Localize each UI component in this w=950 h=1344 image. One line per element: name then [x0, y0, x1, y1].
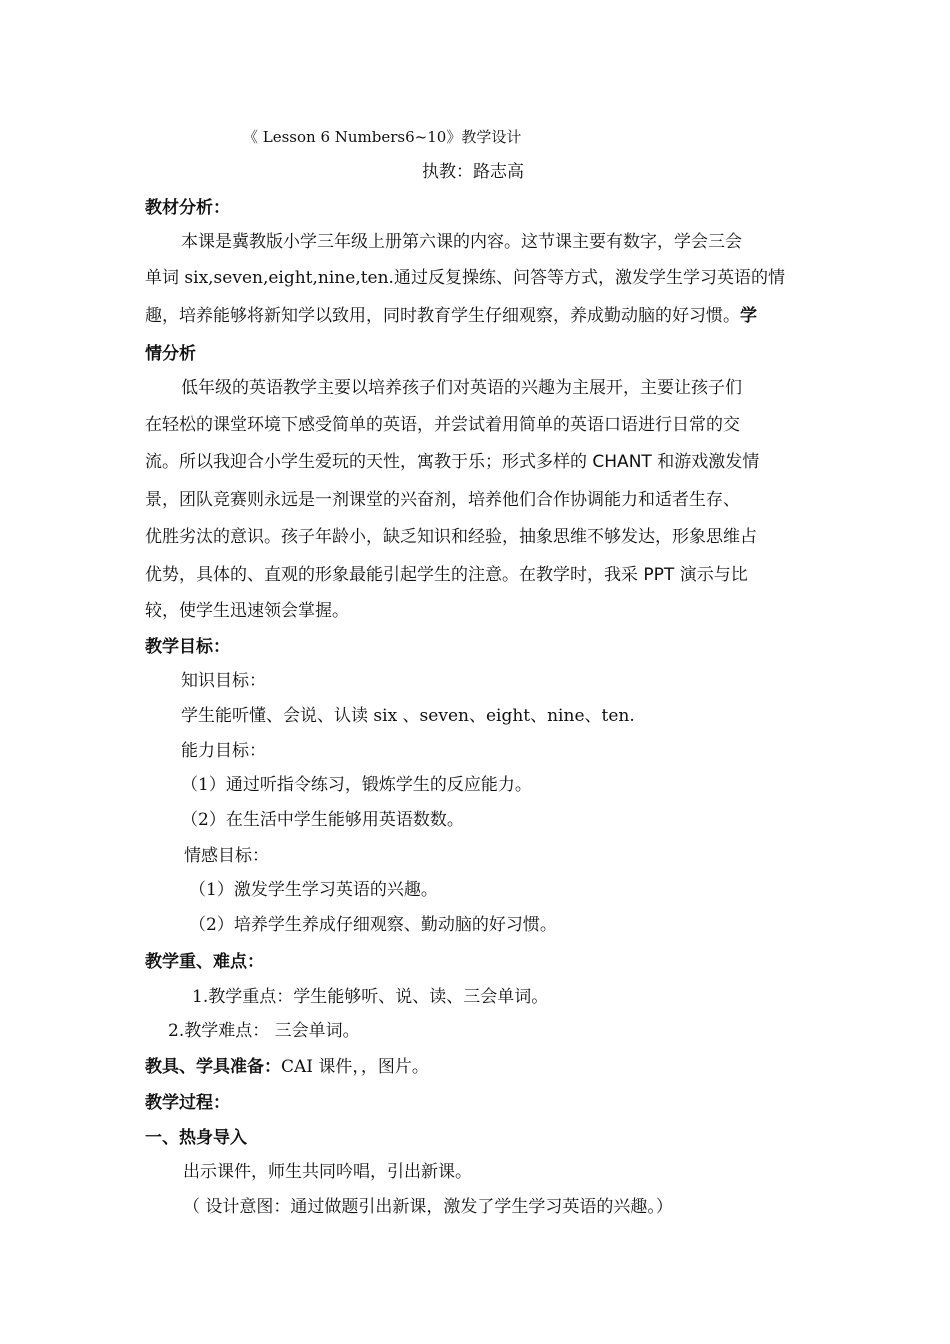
paragraph-text: 趣，培养能够将新知学以致用，同时教育学生仔细观察，养成勤动脑的好习惯。	[145, 306, 740, 326]
paragraph-text: 和游戏激发情	[651, 452, 760, 472]
paragraph-line: 本课是冀教版小学三年级上册第六课的内容。这节课主要有数字，学会三会	[181, 232, 742, 252]
document-title: 《 Lesson 6 Numbers6~10》教学设计	[243, 128, 522, 146]
paragraph-line	[145, 565, 748, 585]
section-heading-materials: 教具、学具准备：	[145, 1057, 281, 1077]
ppt-term: PPT	[643, 565, 675, 585]
goal-item: （1）激发学生学习英语的兴趣。	[189, 880, 438, 900]
paragraph-line: 低年级的英语教学主要以培养孩子们对英语的兴趣为主展开，主要让孩子们	[181, 378, 742, 398]
goal-item: （2）在生活中学生能够用英语数数。	[181, 810, 464, 830]
goal-label-knowledge: 知识目标：	[181, 671, 266, 691]
goal-item: （2）培养学生养成仔细观察、勤动脑的好习惯。	[189, 915, 557, 935]
paragraph-line	[145, 306, 757, 326]
section-heading-student-analysis-part1: 学	[740, 306, 757, 326]
chant-term: CHANT	[592, 452, 652, 472]
paragraph-line: 较，使学生迅速领会掌握。	[145, 601, 349, 621]
paragraph-line: 优胜劣汰的意识。孩子年龄小，缺乏知识和经验，抽象思维不够发达，形象思维占	[145, 527, 757, 547]
paragraph-text: 流。所以我迎合小学生爱玩的天性，寓教于乐；形式多样的	[145, 452, 593, 472]
section-heading-teaching-goals: 教学目标：	[145, 637, 230, 657]
goal-text-knowledge: 学生能听懂、会说、认读 six 、seven、eight、nine、ten.	[181, 706, 635, 726]
paragraph-text: 优势，具体的、直观的形象最能引起学生的注意。在教学时，我采	[145, 565, 644, 585]
section-heading-material-analysis: 教材分析：	[145, 198, 230, 218]
section-heading-student-analysis-part2: 情分析	[145, 344, 196, 364]
design-intent-text: （ 设计意图：通过做题引出新课，激发了学生学习英语的兴趣。）	[183, 1197, 673, 1217]
paragraph-line: 景，团队竞赛则永远是一剂课堂的兴奋剂，培养他们合作协调能力和适者生存、	[145, 490, 740, 510]
goal-label-ability: 能力目标：	[181, 741, 266, 761]
paragraph-line	[145, 452, 759, 472]
paragraph-line: 单词 six,seven,eight,nine,ten.通过反复操练、问答等方式，激发学生学习英语的情	[145, 268, 785, 288]
goal-item: （1）通过听指令练习，锻炼学生的反应能力。	[181, 775, 532, 795]
key-point-item: 1.教学重点：学生能够听、说、读、三会单词。	[192, 987, 549, 1007]
paragraph-line: 在轻松的课堂环境下感受简单的英语，并尝试着用简单的英语口语进行日常的交	[145, 415, 740, 435]
process-text: 出示课件，师生共同吟唱，引出新课。	[183, 1162, 472, 1182]
subsection-heading-warmup: 一、热身导入	[145, 1128, 247, 1148]
author-line: 执教：路志高	[422, 162, 524, 182]
section-heading-key-points: 教学重、难点：	[145, 952, 264, 972]
section-heading-teaching-process: 教学过程：	[145, 1093, 230, 1113]
key-point-item: 2.教学难点： 三会单词。	[168, 1021, 360, 1041]
materials-line	[145, 1057, 429, 1077]
paragraph-text: 演示与比	[674, 565, 748, 585]
materials-text: CAI 课件，，图片。	[281, 1057, 429, 1077]
goal-label-emotion: 情感目标：	[184, 846, 269, 866]
